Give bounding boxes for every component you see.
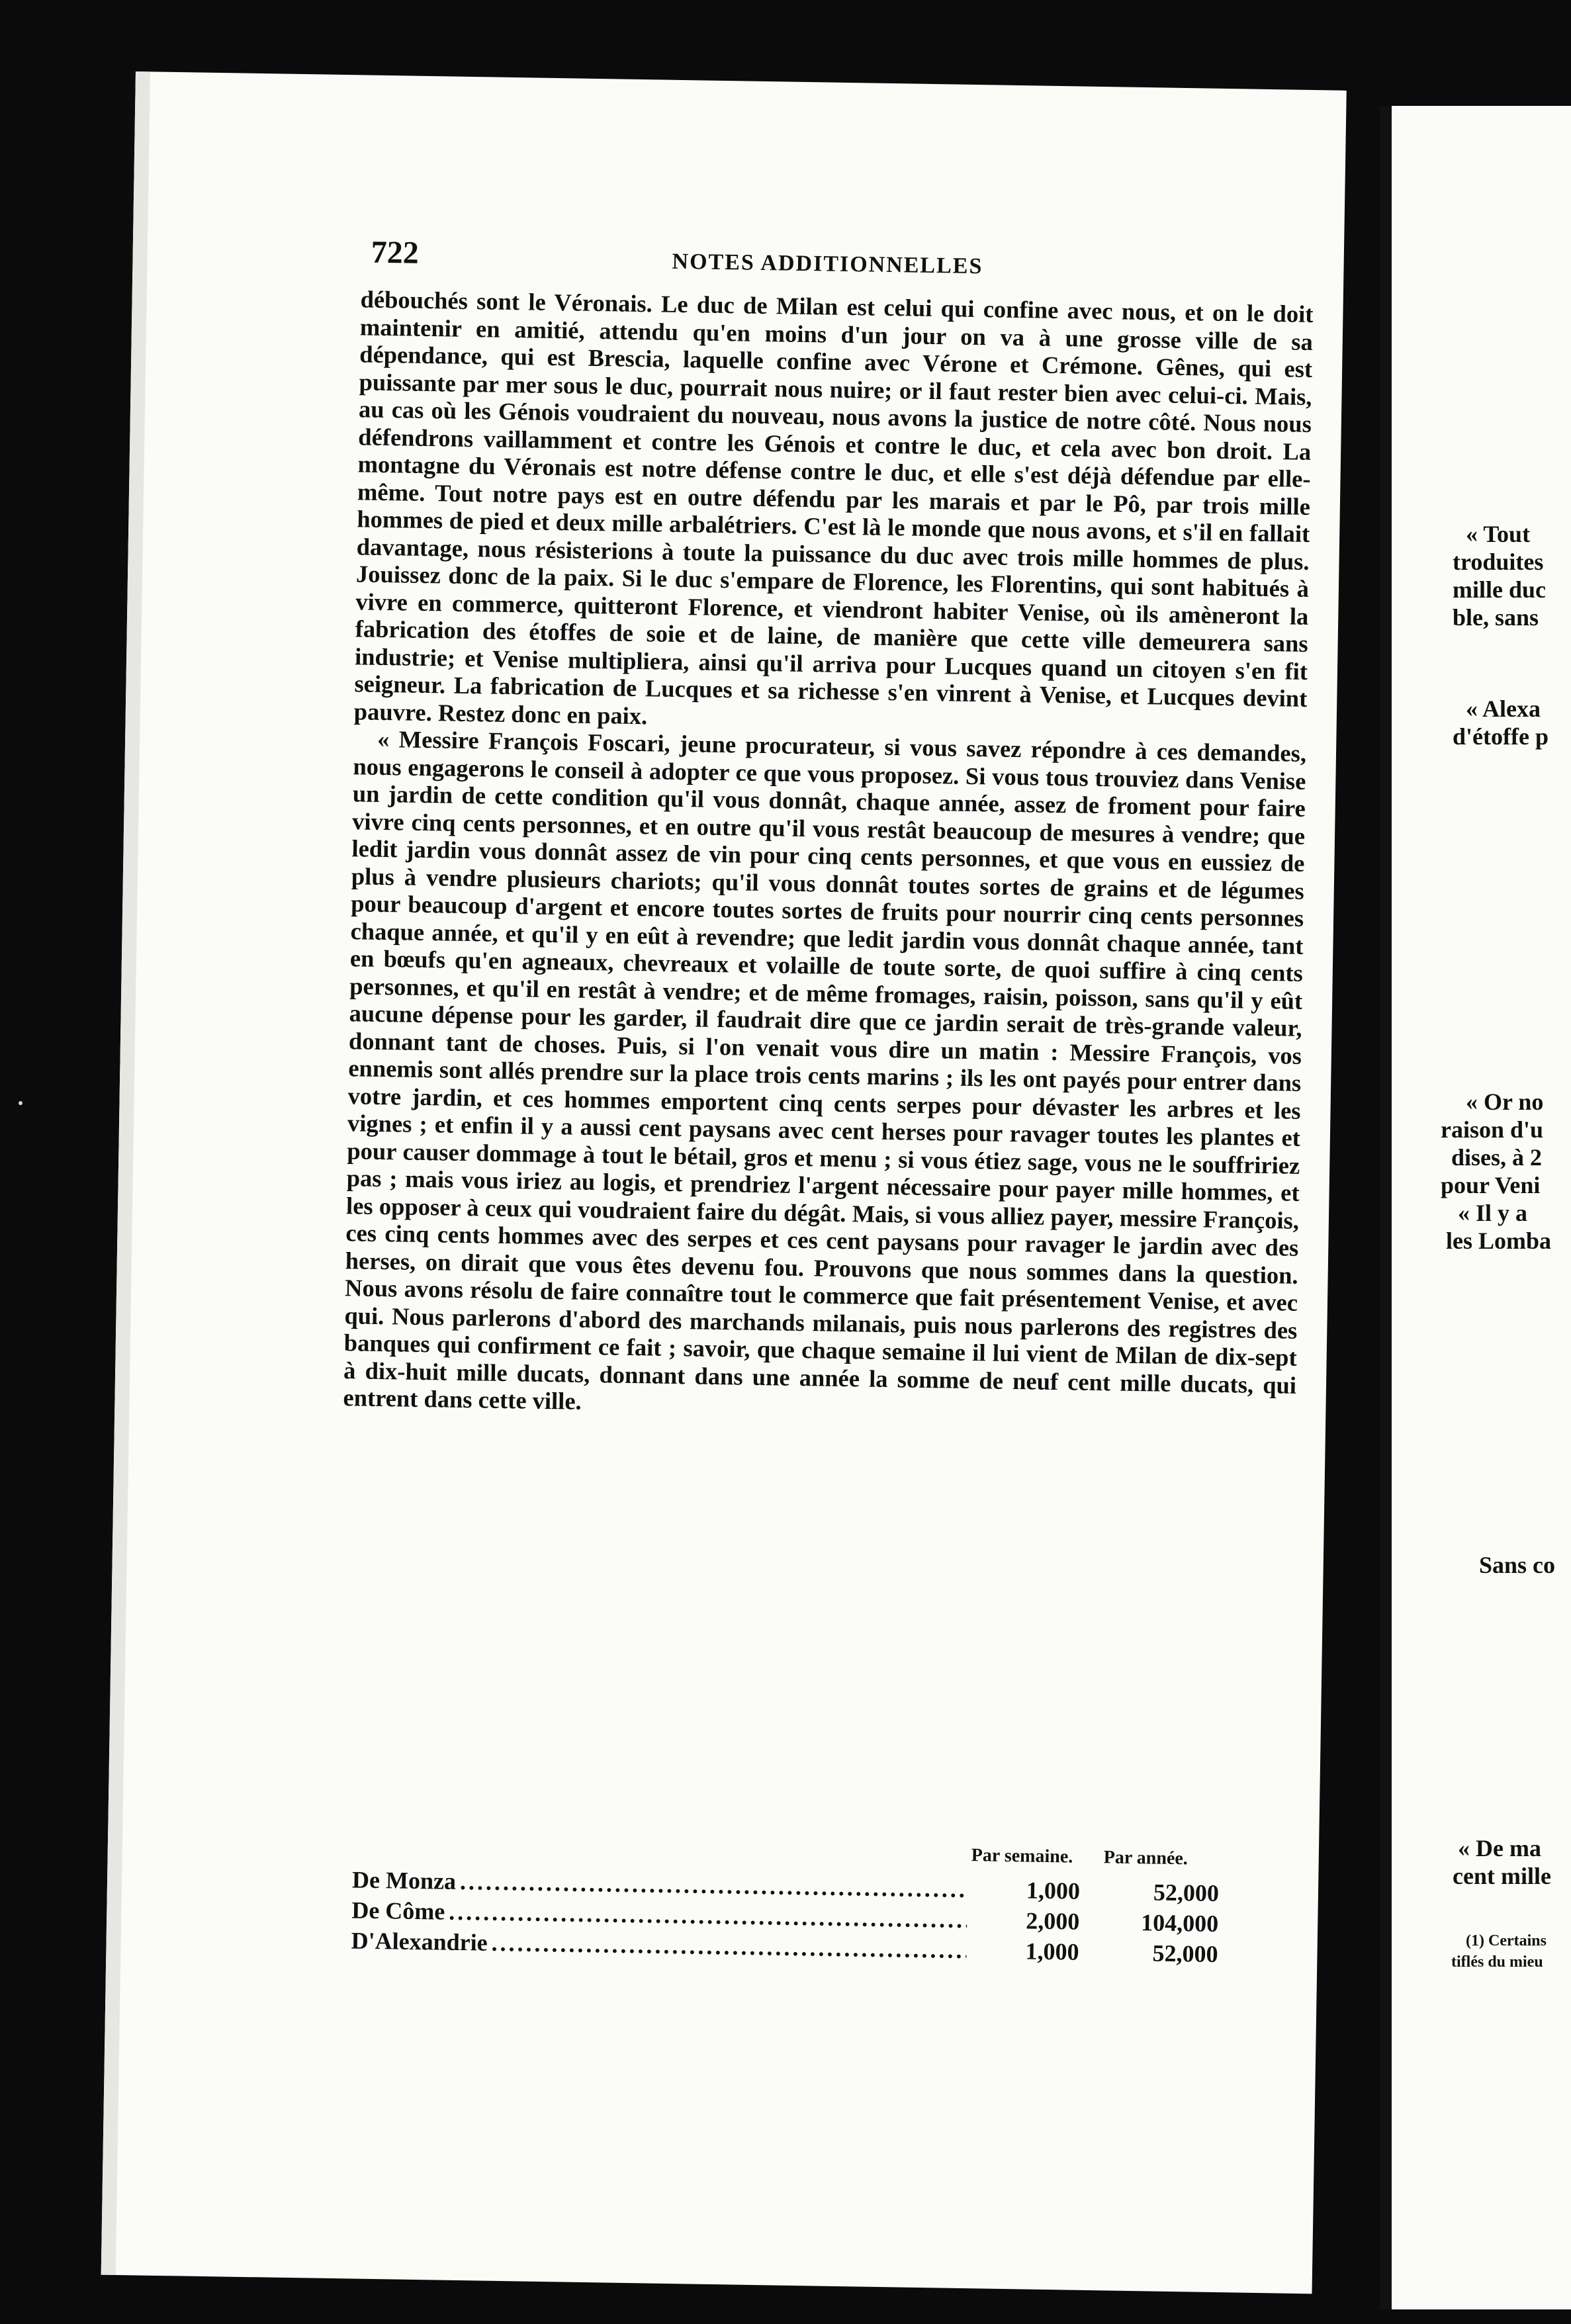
footnote-fragment: (1) Certains <box>1466 1932 1547 1949</box>
book-page <box>101 71 1347 2294</box>
row-year-value: 52,000 <box>1152 1940 1218 1968</box>
row-week-value: 2,000 <box>967 1906 1080 1936</box>
row-year-value: 104,000 <box>1140 1909 1219 1938</box>
column-header-year: Par année. <box>1103 1847 1189 1869</box>
fragment-line: « Tout <box>1466 521 1531 547</box>
fragment-line: « De ma <box>1458 1835 1541 1861</box>
fragment-line: Sans co <box>1479 1552 1556 1578</box>
row-label: D'Alexandrie <box>351 1927 492 1955</box>
page-number: 722 <box>371 234 420 271</box>
row-week-value: 1,000 <box>966 1936 1079 1966</box>
footnote-fragment: tiflés du mieu <box>1451 1953 1543 1971</box>
fragment-line: dises, à 2 <box>1451 1144 1543 1171</box>
fragment-line: les Lomba <box>1446 1228 1552 1254</box>
fragment-line: « Alexa <box>1466 695 1541 722</box>
body-text <box>343 285 1314 1426</box>
column-header-week: Par semaine. <box>971 1845 1073 1867</box>
row-year-value: 52,000 <box>1153 1879 1220 1907</box>
fragment-line: d'étoffe p <box>1453 723 1549 750</box>
row-label: De Monza <box>352 1866 461 1895</box>
fragment-line: ble, sans <box>1453 604 1539 631</box>
paragraph: débouchés sont le Véronais. Le duc de Milan est celui qui confine avec nous, et on le doit maintenir en amitié, attendu qu'en moins d'un jour on va à une grosse ville de sa dépendance, qui est Brescia, laquelle confine avec Vérone et Crémone. Gênes, qui est puissante par mer sous le duc, pourrait nous nuire; or il faut rester bien avec celui-ci. Mais, au cas où les Génois voudraient du nouveau, nous avons la justice de notre côté. Nous nous défendrons vaillamment et contre les Génois et contre le duc, et cela avec bon droit. La montagne du Véronais est notre défense contre le duc, et elle s'est déjà défendue par elle-même. Tout notre pays est en outre défendu par les marais et par le Pô, par trois mille hommes de pied et deux mille arbalétriers. C'est là le monde que nous avons, et s'il en fallait davantage, nous résisterions à toute la puissance du duc avec trois mille hommes de plus. Jouissez donc de la paix. Si le duc s'empare de Florence, les Florentins, qui sont habitués à vivre en commerce, quitteront Florence, et viendront habiter Venise, où ils amèneront la fabrication des étoffes de soie et de laine, de manière que cette ville demeurera sans industrie; et Venise multipliera, ainsi qu'il arriva pour Lucques quand un citoyen s'en fit seigneur. La fabrication de Lucques et sa richesse s'en vinrent à Venise, et Lucques devint pauvre. Restez donc en paix. <box>353 285 1314 729</box>
fragment-line: raison d'u <box>1441 1116 1544 1143</box>
paragraph: « Messire François Foscari, jeune procurateur, si vous savez répondre à ces demandes, nous engagerons le conseil à adopter ce que vous proposez. Si vous tous trouviez dans Venise un jardin de cette condition qu'il vous donnât, chaque année, assez de froment pour faire vivre cinq cents personnes, et en outre qu'il vous restât beaucoup de mesures à vendre; que ledit jardin vous donnât assez de vin pour cinq cents personnes, et que vous en eussiez de plus à vendre plusieurs chariots; qu'il vous donnât toutes sortes de grains et de légumes pour beaucoup d'argent et encore toutes sortes de fruits pour nourrir cinq cents personnes chaque année, et qu'il y en eût à revendre; que ledit jardin vous donnât chaque année, tant en bœufs qu'en agneaux, chevreaux et volaille de toute sorte, de quoi suffire à cinq cents personnes, et qu'il en restât à vendre; et de même fromages, raisin, poisson, sans qu'il y eût aucune dépense pour les garder, il faudrait dire que ce jardin serait de très-grande valeur, donnant tant de choses. Puis, si l'on venait vous dire un matin : Messire François, vos ennemis sont allés prendre sur la place trois cents marins ; ils les ont payés pour entrer dans votre jardin, et ces hommes emportent cinq cents serpes pour dévaster les arbres et les vignes ; et enfin il y a aussi cent paysans avec cent herses pour ravager toutes les plantes et pour causer dommage à tout le bétail, gros et menu ; si vous étiez sage, vous ne le souffririez pas ; mais vous iriez au logis, et prendriez l'argent nécessaire pour payer mille hommes, et les opposer à ceux qui voudraient faire du dégât. Mais, si vous alliez payer, messire François, ces cinq cents hommes avec des serpes et ces cent paysans pour ravager le jardin avec des herses, on dirait que vous êtes devenu fou. Prouvons que nous sommes dans la question. Nous avons résolu de faire connaître tout le commerce que fait présentement Venise, et avec qui. Nous parlerons d'abord des marchands milanais, puis nous parlerons des registres des banques qui confirment ce fait ; savoir, que chaque semaine il lui vient de Milan de dix-sept à dix-huit mille ducats, donnant dans une année la somme de neuf cent mille ducats, qui entrent dans cette ville. <box>343 725 1307 1415</box>
row-label: De Côme <box>351 1897 449 1924</box>
fragment-line: mille duc <box>1453 576 1546 603</box>
trade-table <box>351 1835 1312 1972</box>
row-week-value: 1,000 <box>967 1875 1081 1905</box>
fragment-line: « Or no <box>1466 1089 1544 1115</box>
page-header <box>371 234 1364 296</box>
fragment-line: pour Veni <box>1441 1172 1541 1198</box>
fragment-line: « Il y a <box>1458 1200 1528 1226</box>
fragment-line: cent mille <box>1453 1863 1551 1889</box>
facing-page-fragment <box>1380 106 1571 2309</box>
running-title: NOTES ADDITIONNELLES <box>672 249 983 279</box>
fragment-line: troduites <box>1453 549 1544 575</box>
